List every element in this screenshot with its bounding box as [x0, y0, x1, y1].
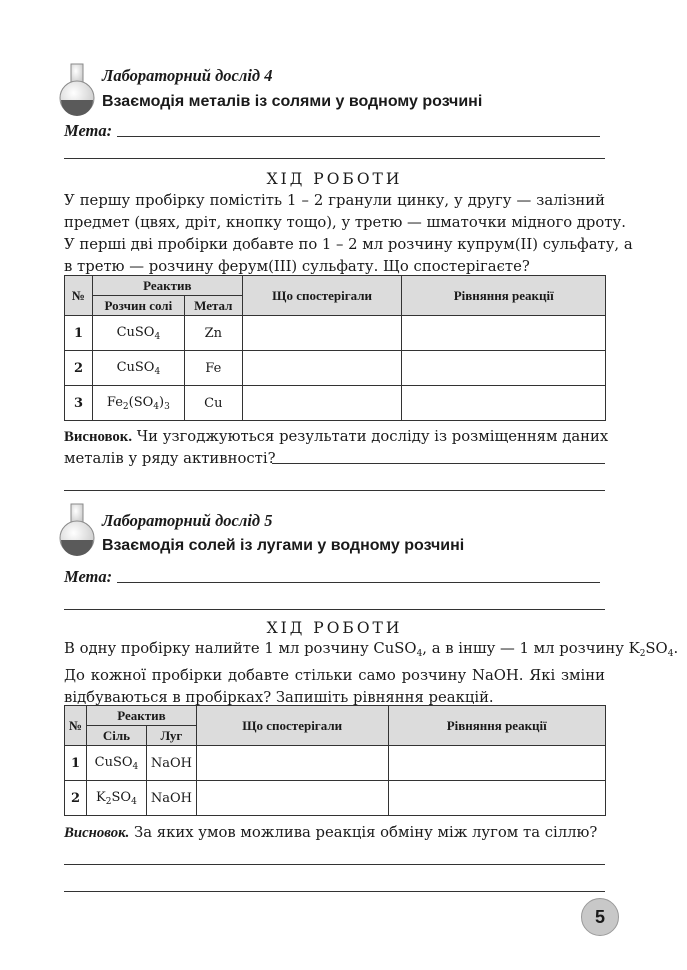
equation-cell[interactable] — [402, 351, 606, 386]
metal-cell: Cu — [184, 386, 242, 421]
metal-cell: Zn — [184, 316, 242, 351]
col-metal-header: Метал — [184, 296, 242, 316]
equation-cell[interactable] — [388, 746, 606, 781]
salt-formula: CuSO$_4$ — [92, 316, 184, 351]
salt-formula: $Fe_2(SO_4)_3$ — [92, 386, 184, 421]
observed-cell[interactable] — [242, 316, 402, 351]
instruction-line: відбуваються в пробірках? Запишіть рівняння реакцій. — [64, 689, 494, 706]
instruction-line: У перші дві пробірки добавте по 1 – 2 мл розчину купрум(ІІ) сульфату, а — [64, 236, 633, 253]
col-observed-header: Що спостерігали — [242, 276, 402, 316]
table-row — [65, 781, 606, 816]
salt-formula: $K_2SO_4$ — [86, 781, 146, 816]
lab4-conclusion-input-line[interactable] — [272, 463, 605, 464]
col-reagent-header: Реактив — [92, 276, 242, 296]
col-alkali-header: Луг — [146, 726, 196, 746]
observed-cell[interactable] — [242, 386, 402, 421]
observed-cell[interactable] — [196, 781, 388, 816]
flask-icon — [56, 62, 98, 116]
lab5-title: Лабораторний дослід 5 — [102, 511, 273, 530]
instruction-line: До кожної пробірки добавте стільки само розчину NaOH. Які зміни — [64, 667, 605, 684]
col-observed-header: Що спостерігали — [196, 706, 388, 746]
col-reagent-header: Реактив — [86, 706, 196, 726]
equation-cell[interactable] — [402, 386, 606, 421]
lab5-subtitle: Взаємодія солей із лугами у водному розчині — [102, 537, 465, 554]
conclusion-label: Висновок. — [64, 429, 133, 445]
lab5-instructions — [64, 638, 679, 709]
row-number: 3 — [65, 386, 93, 421]
instruction-line: В одну пробірку налийте 1 мл розчину CuSO$_4$, а в іншу — 1 мл розчину $K_2SO_4$. — [64, 640, 679, 659]
lab4-procedure-heading: ХІД РОБОТИ — [266, 170, 403, 188]
lab4-title: Лабораторний дослід 4 — [102, 66, 273, 85]
salt-formula: CuSO$_4$ — [92, 351, 184, 386]
flask-icon — [56, 502, 98, 556]
lab5-goal-input-line-2[interactable] — [64, 609, 605, 610]
conclusion-question: Чи узгоджуються результати досліду із розміщенням даних — [136, 428, 609, 445]
lab5-conclusion-input-line-2[interactable] — [64, 891, 605, 892]
col-salt-header: Сіль — [86, 726, 146, 746]
instruction-line: в третю — розчину ферум(ІІІ) сульфату. Що спостерігаєте? — [64, 258, 530, 275]
lab5-conclusion — [64, 822, 605, 844]
salt-formula: CuSO$_4$ — [86, 746, 146, 781]
lab5-goal-input-line[interactable] — [117, 582, 600, 583]
lab4-results-table — [64, 275, 606, 421]
col-num-header: № — [65, 276, 93, 316]
table-row — [65, 746, 606, 781]
lab5-conclusion-input-line[interactable] — [64, 864, 605, 865]
alkali-cell: NaOH — [146, 746, 196, 781]
page-number: 5 — [581, 898, 619, 936]
conclusion-question: За яких умов можлива реакція обміну між лугом та сіллю? — [134, 824, 598, 841]
col-num-header: № — [65, 706, 87, 746]
observed-cell[interactable] — [242, 351, 402, 386]
metal-cell: Fe — [184, 351, 242, 386]
conclusion-label: Висновок. — [64, 825, 130, 841]
table-row — [65, 386, 606, 421]
lab4-instructions — [64, 190, 633, 278]
lab4-subtitle: Взаємодія металів із солями у водному розчині — [102, 93, 483, 110]
lab5-goal-label: Мета: — [64, 567, 113, 586]
col-equation-header: Рівняння реакції — [388, 706, 606, 746]
observed-cell[interactable] — [196, 746, 388, 781]
lab4-conclusion-input-line-2[interactable] — [64, 490, 605, 491]
conclusion-question-cont: металів у ряду активності? — [64, 450, 276, 467]
lab5-procedure-heading: ХІД РОБОТИ — [266, 619, 403, 637]
row-number: 2 — [65, 781, 87, 816]
lab4-goal-label: Мета: — [64, 121, 113, 140]
instruction-line: предмет (цвях, дріт, кнопку тощо), у третю — шматочки мідного дроту. — [64, 214, 626, 231]
col-salt-header: Розчин солі — [92, 296, 184, 316]
row-number: 1 — [65, 746, 87, 781]
row-number: 1 — [65, 316, 93, 351]
col-equation-header: Рівняння реакції — [402, 276, 606, 316]
lab4-goal-input-line-2[interactable] — [64, 158, 605, 159]
alkali-cell: NaOH — [146, 781, 196, 816]
table-row — [65, 351, 606, 386]
equation-cell[interactable] — [388, 781, 606, 816]
row-number: 2 — [65, 351, 93, 386]
table-row — [65, 316, 606, 351]
lab5-results-table — [64, 705, 606, 816]
equation-cell[interactable] — [402, 316, 606, 351]
instruction-line: У першу пробірку помістіть 1 – 2 гранули цинку, у другу — залізний — [64, 192, 605, 209]
lab4-goal-input-line[interactable] — [117, 136, 600, 137]
